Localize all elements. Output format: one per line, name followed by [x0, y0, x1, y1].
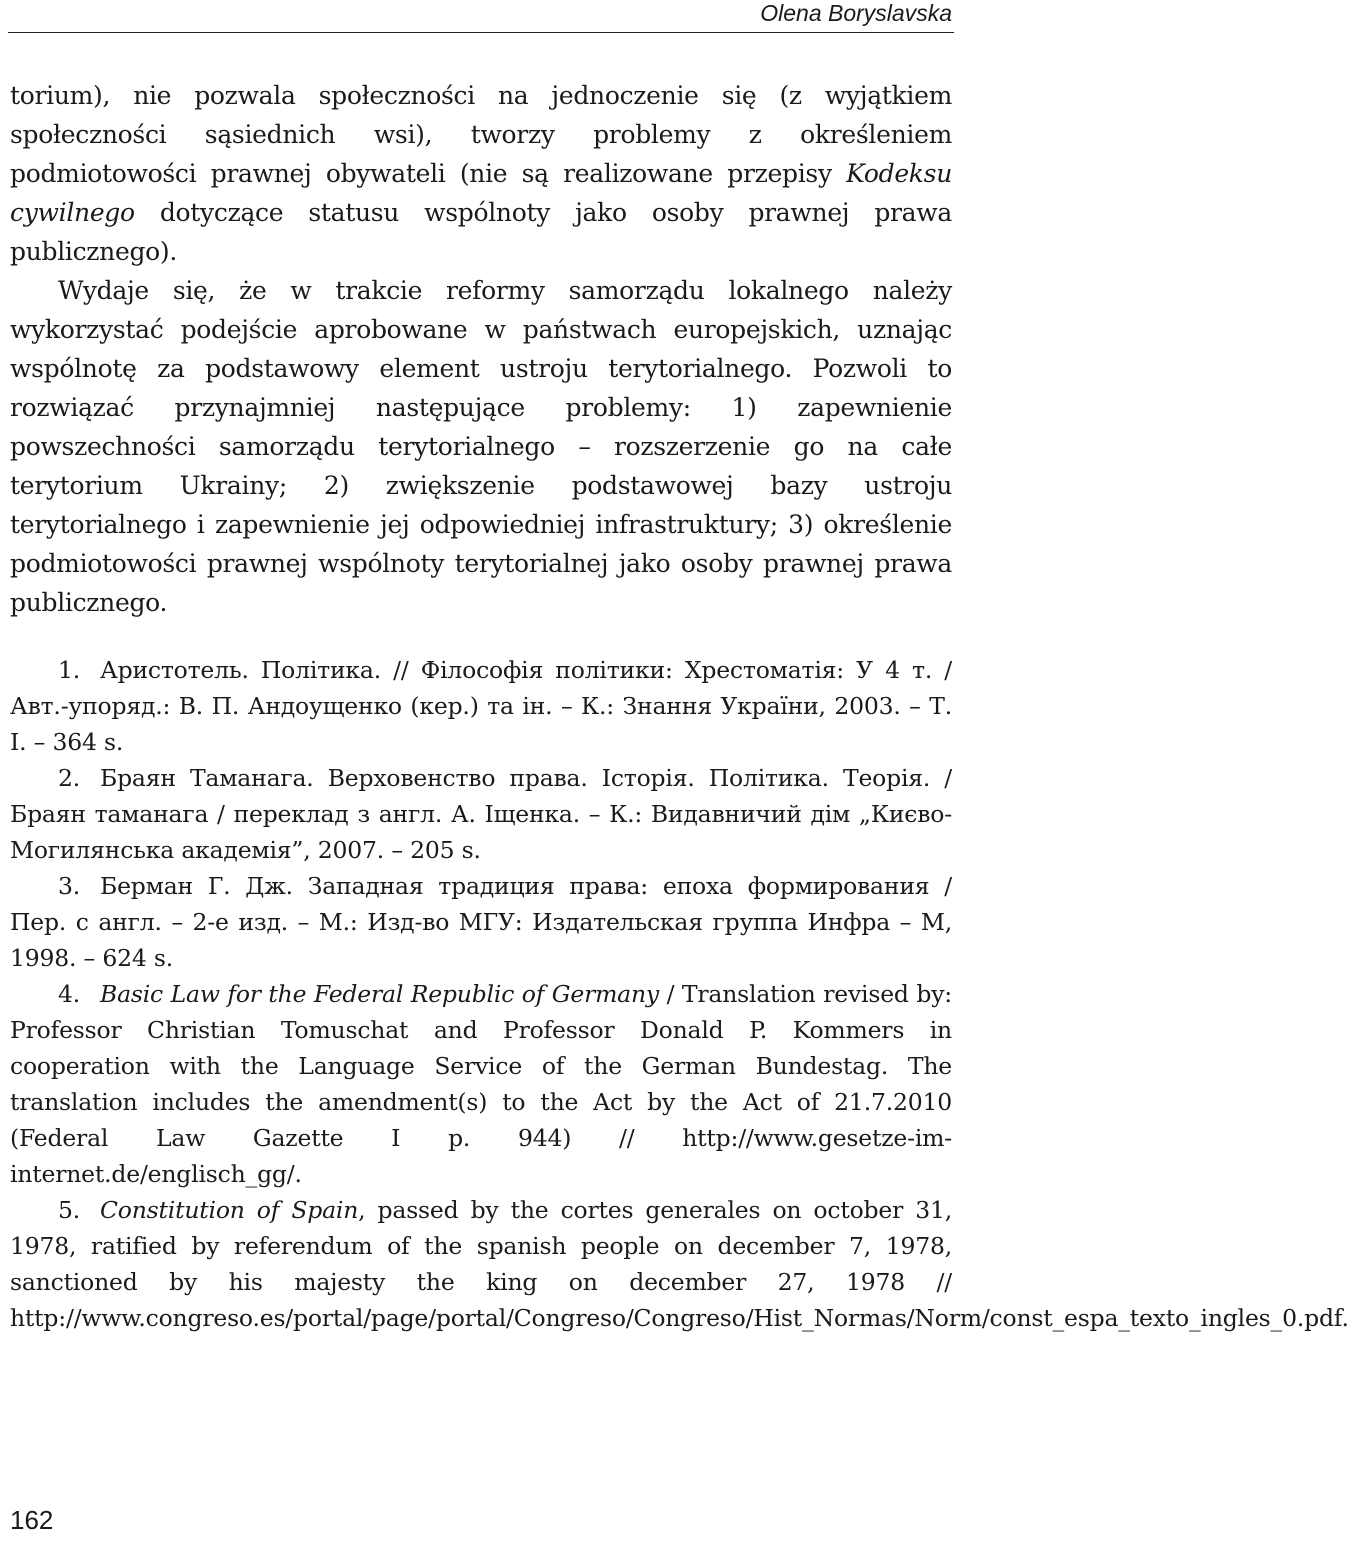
reference-text: / Translation revised by: Professor Christian Tomuschat and Professor Donald P. Kommers in cooperation with the Language Service of the German Bundestag. The translation includes the amendment(s) to the Act by the Act of 21.7.2010 (Federal Law Gazette I p. 944) // http://www.gesetze-im-internet.de/englisch_gg/. [10, 980, 952, 1188]
reference-number: 4. [58, 980, 81, 1008]
main-content [10, 76, 1349, 1336]
paragraph: Wydaje się, że w trakcie reformy samorządu lokalnego należy wykorzystać podejście aprobowane w państwach europejskich, uznając wspólnotę za podstawowy element ustroju terytorialnego. Pozwoli to rozwiązać przynajmniej następujące problemy: 1) zapewnienie powszechności samorządu terytorialnego – rozszerzenie go na całe terytorium Ukrainy; 2) zwiększenie podstawowej bazy ustroju terytorialnego i zapewnienie jej odpowiedniej infrastruktury; 3) określenie podmiotowości prawnej wspólnoty terytorialnej jako osoby prawnej prawa publicznego. [10, 276, 952, 617]
reference-text: Аристотель. Політика. // Філософія політики: Хрестоматія: У 4 т. / Авт.-упоряд.: В. П. Андоущенко (кер.) та ін. – К.: Знання України, 2003. – Т. I. – 364 s. [10, 656, 952, 756]
reference-text: , passed by the cortes generales on october 31, 1978, ratified by referendum of the spanish people on december 7, 1978, sanctioned by his majesty the king on december 27, 1978 // http://www.congreso.es/portal/page/portal/Congreso/Congreso/Hist_Normas/Norm/const_espa_texto_ingles_0.pdf. [10, 1196, 1349, 1332]
reference-title: Basic Law for the Federal Republic of Germany [100, 980, 660, 1008]
running-header-author: Olena Boryslavska [760, 0, 952, 26]
paragraph-text: dotyczące statusu wspólnoty jako osoby prawnej prawa publicznego). [10, 198, 952, 266]
reference-item [10, 760, 952, 868]
reference-text: Браян Таманага. Верховенство права. Історія. Політика. Теорія. /Браян таманага / переклад з англ. А. Іщенка. – К.: Видавничий дім „Києво-Могилянська академія”, 2007. – 205 s. [10, 764, 952, 864]
reference-number: 5. [58, 1196, 81, 1224]
reference-item [10, 868, 952, 976]
reference-item [10, 652, 952, 760]
reference-number: 2. [58, 764, 81, 792]
reference-number: 3. [58, 872, 81, 900]
paragraph-text: torium), nie pozwala społeczności na jednoczenie się (z wyjątkiem społeczności sąsiednich wsi), tworzy problemy z określeniem podmiotowości prawnej obywateli (nie są realizowane przepisy [10, 81, 952, 188]
reference-text: Берман Г. Дж. Западная традиция права: епоха формирования / Пер. с англ. – 2-е изд. – М.: Изд-во МГУ: Издательская группа Инфра – М, 1998. – 624 s. [10, 872, 952, 972]
paragraph-italic-term: Kodeksu cywilnego [10, 159, 952, 227]
reference-item [10, 1192, 1349, 1336]
header-rule [8, 32, 954, 33]
reference-title: Constitution of Spain [100, 1196, 359, 1224]
page-number: 162 [10, 1505, 54, 1535]
reference-item [10, 976, 952, 1192]
reference-list [10, 652, 1349, 1336]
reference-number: 1. [58, 656, 81, 684]
paragraph-continued [10, 76, 952, 271]
